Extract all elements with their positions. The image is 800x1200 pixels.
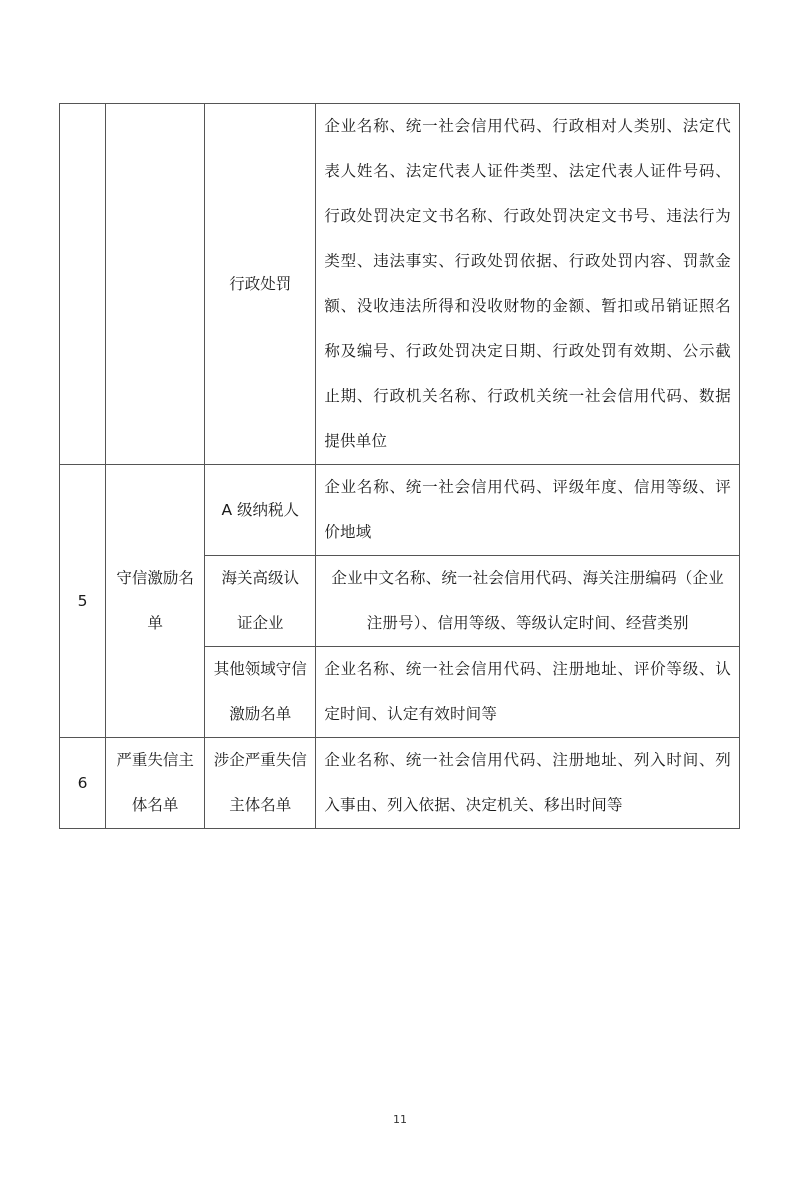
category-cell: 严重失信主体名单 bbox=[106, 738, 205, 829]
fields-cell: 企业名称、统一社会信用代码、行政相对人类别、法定代表人姓名、法定代表人证件类型、法定代表人证件号码、行政处罚决定文书名称、行政处罚决定文书号、违法行为类型、违法事实、行政处罚依据、行政处罚内容、罚款金额、没收违法所得和没收财物的金额、暂扣或吊销证照名称及编号、行政处罚决定日期、行政处罚有效期、公示截止期、行政机关名称、行政机关统一社会信用代码、数据提供单位 bbox=[316, 104, 740, 465]
subcategory-cell: 行政处罚 bbox=[205, 104, 316, 465]
category-cell bbox=[106, 104, 205, 465]
table-row bbox=[60, 465, 740, 556]
fields-cell: 企业名称、统一社会信用代码、评级年度、信用等级、评价地域 bbox=[316, 465, 740, 556]
fields-cell: 企业名称、统一社会信用代码、注册地址、评价等级、认定时间、认定有效时间等 bbox=[316, 647, 740, 738]
table-row bbox=[60, 104, 740, 465]
data-fields-table bbox=[59, 103, 740, 829]
subcategory-cell: A 级纳税人 bbox=[205, 465, 316, 556]
row-number bbox=[60, 104, 106, 465]
subcategory-cell: 海关高级认证企业 bbox=[205, 556, 316, 647]
page-number: 11 bbox=[393, 1113, 407, 1126]
fields-cell: 企业中文名称、统一社会信用代码、海关注册编码（企业注册号）、信用等级、等级认定时间、经营类别 bbox=[316, 556, 740, 647]
row-number: 6 bbox=[60, 738, 106, 829]
table-row bbox=[60, 738, 740, 829]
category-cell: 守信激励名单 bbox=[106, 465, 205, 738]
row-number: 5 bbox=[60, 465, 106, 738]
subcategory-cell: 涉企严重失信主体名单 bbox=[205, 738, 316, 829]
subcategory-cell: 其他领域守信激励名单 bbox=[205, 647, 316, 738]
fields-cell: 企业名称、统一社会信用代码、注册地址、列入时间、列入事由、列入依据、决定机关、移出时间等 bbox=[316, 738, 740, 829]
